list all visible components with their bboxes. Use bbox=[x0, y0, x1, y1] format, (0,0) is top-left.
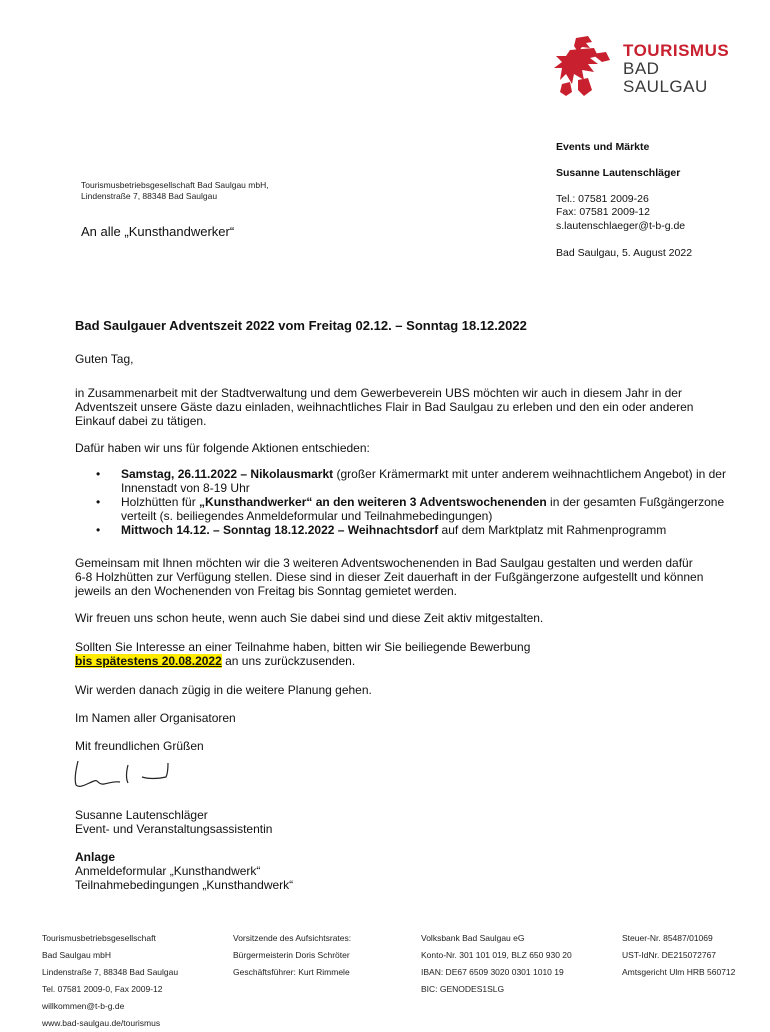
footer-text: IBAN: DE67 6509 3020 0301 1010 19 bbox=[421, 967, 564, 977]
contact-tel: Tel.: 07581 2009-26 bbox=[556, 193, 649, 205]
footer-text: Tel. 07581 2009-0, Fax 2009-12 bbox=[42, 984, 163, 994]
signer-role: Event- und Veranstaltungsassistentin bbox=[75, 822, 273, 836]
list-item bbox=[96, 495, 761, 523]
list-item bbox=[96, 467, 761, 495]
letter-date: Bad Saulgau, 5. August 2022 bbox=[556, 247, 693, 259]
bullet-icon: • bbox=[96, 495, 101, 509]
company-logo bbox=[548, 34, 738, 102]
action-2-text: in der gesamten Fußgängerzone verteilt (s. beiliegendes Anmeldeformular und Teilnahmebedingungen) bbox=[121, 495, 725, 523]
attachments-block bbox=[75, 850, 705, 892]
footer-website-link[interactable]: www.bad-saulgau.de/tourismus bbox=[42, 1018, 161, 1028]
looking-forward-paragraph: Wir freuen uns schon heute, wenn auch Sie dabei sind und diese Zeit aktiv mitgestalten. bbox=[75, 611, 544, 625]
contact-department: Events und Märkte bbox=[556, 141, 650, 153]
footer-text: Lindenstraße 7, 88348 Bad Saulgau bbox=[42, 967, 179, 977]
lion-emblem-icon bbox=[548, 34, 618, 102]
footer-text: Steuer-Nr. 85487/01069 bbox=[622, 933, 713, 943]
action-1-text: (großer Krämermarkt mit unter anderem weihnachtlichem Angebot) in der Innenstadt von 8-19 Uhr bbox=[121, 467, 726, 495]
contact-fax: Fax: 07581 2009-12 bbox=[556, 206, 650, 218]
interest-paragraph bbox=[75, 640, 705, 668]
footer-text: Volksbank Bad Saulgau eG bbox=[421, 933, 525, 943]
planning-paragraph: Wir werden danach zügig in die weitere Planung gehen. bbox=[75, 683, 372, 697]
organisers-paragraph: Im Namen aller Organisatoren bbox=[75, 711, 236, 725]
subject-line: Bad Saulgauer Adventszeit 2022 vom Freitag 02.12. – Sonntag 18.12.2022 bbox=[75, 318, 527, 333]
footer-col-board bbox=[233, 930, 351, 981]
huts-paragraph: Gemeinsam mit Ihnen möchten wir die 3 weiteren Adventswochenenden in Bad Saulgau gestalten und werden dafür 6-8 Holzhütten zur Verfügung stellen. Diese sind in dieser Zeit dauerhaft in der Fußgängerzone aufgestellt und können jeweils an den Wochenenden von Freitag bis Sonntag gemietet werden. bbox=[75, 556, 704, 598]
footer-text: BIC: GENODES1SLG bbox=[421, 984, 505, 994]
contact-email[interactable]: s.lautenschlaeger@t-b-g.de bbox=[556, 220, 686, 232]
attachment-item: Teilnahmebedingungen „Kunsthandwerk“ bbox=[75, 878, 294, 892]
logo-text-tourismus: TOURISMUS bbox=[623, 41, 730, 60]
signer-block bbox=[75, 808, 705, 836]
action-2-pre: Holzhütten für bbox=[121, 495, 200, 509]
actions-intro: Dafür haben wir uns für folgende Aktionen entschieden: bbox=[75, 441, 370, 455]
sender-address bbox=[81, 180, 269, 201]
bullet-icon: • bbox=[96, 523, 101, 537]
footer-col-company bbox=[42, 930, 178, 1032]
interest-text-1: Sollten Sie Interesse an einer Teilnahme haben, bitten wir Sie beiliegende Bewerbung bbox=[75, 640, 531, 654]
footer-text: Amtsgericht Ulm HRB 560712 bbox=[622, 967, 736, 977]
footer-email-link[interactable]: willkommen@t-b-g.de bbox=[42, 1001, 125, 1011]
footer-text: Bad Saulgau mbH bbox=[42, 950, 111, 960]
action-2-bold: „Kunsthandwerker“ an den weiteren 3 Adventswochenenden bbox=[199, 495, 547, 509]
footer-col-tax bbox=[622, 930, 735, 981]
action-3-bold: Mittwoch 14.12. – Sonntag 18.12.2022 – Weihnachtsdorf bbox=[121, 523, 439, 537]
actions-list bbox=[75, 467, 761, 537]
list-item bbox=[96, 523, 761, 537]
contact-name: Susanne Lautenschläger bbox=[556, 167, 681, 179]
handwritten-signature bbox=[70, 755, 180, 795]
attachment-item: Anmeldeformular „Kunsthandwerk“ bbox=[75, 864, 261, 878]
greeting: Guten Tag, bbox=[75, 352, 134, 366]
footer-text: Vorsitzende des Aufsichtsrates: bbox=[233, 933, 352, 943]
sender-line-2: Lindenstraße 7, 88348 Bad Saulgau bbox=[81, 190, 218, 201]
footer-text: Konto-Nr. 301 101 019, BLZ 650 930 20 bbox=[421, 950, 572, 960]
footer-text: UST-IdNr. DE215072767 bbox=[622, 950, 717, 960]
action-3-text: auf dem Marktplatz mit Rahmenprogramm bbox=[438, 523, 667, 537]
signer-name: Susanne Lautenschläger bbox=[75, 808, 208, 822]
recipient: An alle „Kunsthandwerker“ bbox=[81, 224, 235, 239]
intro-paragraph: in Zusammenarbeit mit der Stadtverwaltung und dem Gewerbeverein UBS möchten wir auch in diesem Jahr in der Adventszeit unsere Gäste dazu einladen, weihnachtliches Flair in Bad Saulgau zu erleben und den ein oder anderen Einkauf dabei zu tätigen. bbox=[75, 386, 694, 428]
footer-text: Bürgermeisterin Doris Schröter bbox=[233, 950, 350, 960]
interest-text-2: an uns zurückzusenden. bbox=[221, 654, 356, 668]
closing: Mit freundlichen Grüßen bbox=[75, 739, 204, 753]
deadline-highlight: bis spätestens 20.08.2022 bbox=[75, 654, 222, 668]
logo-text-bad: BAD bbox=[623, 59, 660, 78]
action-1-bold: Samstag, 26.11.2022 – Nikolausmarkt bbox=[121, 467, 334, 481]
footer-col-bank bbox=[421, 930, 572, 998]
bullet-icon: • bbox=[96, 467, 101, 481]
attachments-title: Anlage bbox=[75, 850, 116, 864]
footer-text: Tourismusbetriebsgesellschaft bbox=[42, 933, 156, 943]
logo-text-saulgau: SAULGAU bbox=[623, 77, 708, 96]
sender-line-1: Tourismusbetriebsgesellschaft Bad Saulgau mbH, bbox=[81, 180, 269, 190]
footer-text: Geschäftsführer: Kurt Rimmele bbox=[233, 967, 350, 977]
